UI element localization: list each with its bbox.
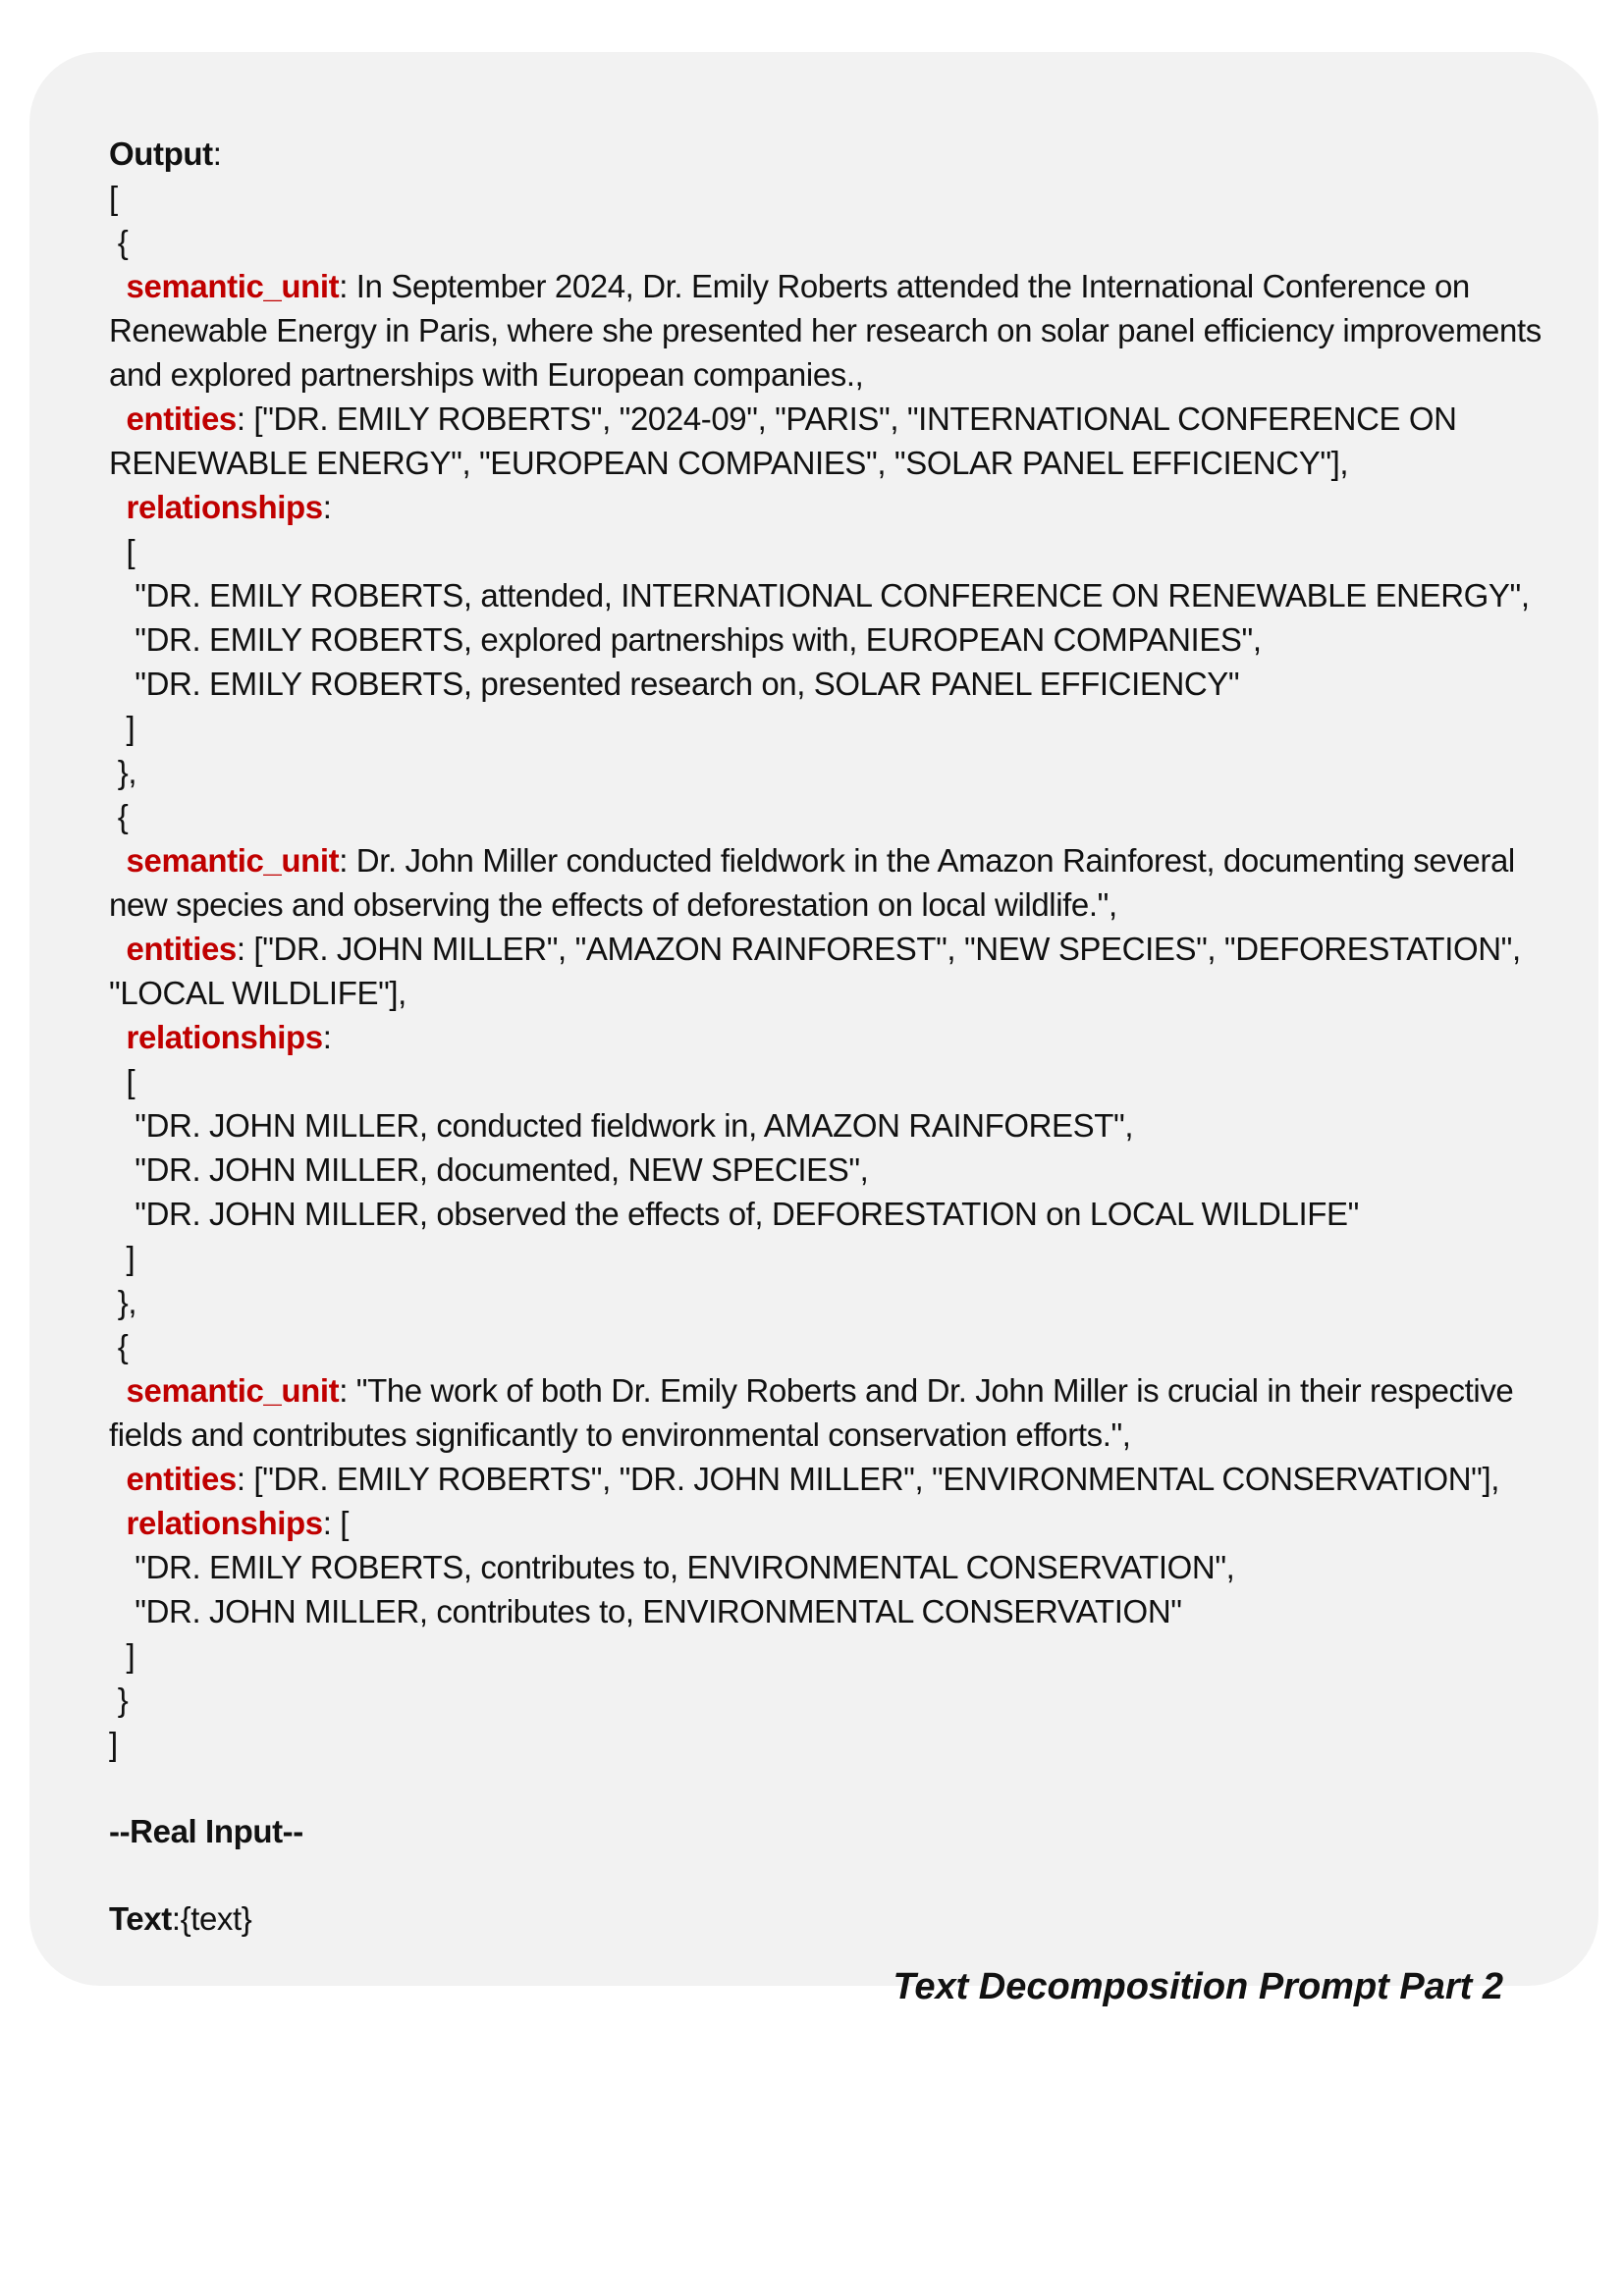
- relationship-item: "DR. EMILY ROBERTS, explored partnerships with, EUROPEAN COMPANIES",: [109, 621, 1262, 658]
- prompt-content: [109, 132, 1611, 1941]
- semantic-unit-text: : Dr. John Miller conducted fieldwork in the Amazon Rainforest, documenting several: [339, 842, 1515, 879]
- relationships-line: [109, 1501, 1611, 1545]
- semantic-unit-key: semantic_unit: [126, 842, 340, 879]
- relationships-key: relationships: [126, 1019, 323, 1055]
- relationship-item: "DR. JOHN MILLER, observed the effects of, DEFORESTATION on LOCAL WILDLIFE": [109, 1196, 1359, 1232]
- relationships-line: [109, 485, 1611, 529]
- entities-key: entities: [126, 400, 237, 437]
- object-open: {: [109, 1328, 129, 1364]
- entities-text: : ["DR. EMILY ROBERTS", "DR. JOHN MILLER", "ENVIRONMENTAL CONSERVATION"],: [236, 1461, 1500, 1497]
- object-close: }: [109, 1682, 129, 1718]
- relationships-suffix: : [: [322, 1505, 350, 1541]
- relationships-suffix: :: [322, 489, 332, 525]
- array-open: [: [109, 180, 118, 216]
- semantic-unit-line: and explored partnerships with European companies.,: [109, 356, 864, 393]
- list-close: ]: [109, 1637, 135, 1674]
- spacer: [109, 1766, 1611, 1809]
- object-close: },: [109, 1284, 137, 1320]
- text-line: [109, 1896, 1611, 1941]
- relationship-item: "DR. EMILY ROBERTS, attended, INTERNATIONAL CONFERENCE ON RENEWABLE ENERGY",: [109, 577, 1530, 614]
- relationships-key: relationships: [126, 1505, 323, 1541]
- entities-line: RENEWABLE ENERGY", "EUROPEAN COMPANIES", "SOLAR PANEL EFFICIENCY"],: [109, 445, 1349, 481]
- relationships-key: relationships: [126, 489, 323, 525]
- relationship-item: "DR. EMILY ROBERTS, presented research on, SOLAR PANEL EFFICIENCY": [109, 666, 1240, 702]
- list-open: [: [109, 1063, 135, 1099]
- object-close: },: [109, 754, 137, 790]
- semantic-unit-line: [109, 264, 1611, 308]
- semantic-unit-line: [109, 838, 1611, 882]
- entities-line: [109, 1457, 1611, 1501]
- list-open: [: [109, 533, 135, 569]
- relationship-item: "DR. JOHN MILLER, documented, NEW SPECIES",: [109, 1151, 869, 1188]
- semantic-unit-text: : In September 2024, Dr. Emily Roberts attended the International Conference on: [339, 268, 1470, 304]
- real-input-label: --Real Input--: [109, 1813, 303, 1849]
- entities-text: : ["DR. EMILY ROBERTS", "2024-09", "PARIS", "INTERNATIONAL CONFERENCE ON: [236, 400, 1457, 437]
- relationship-item: "DR. EMILY ROBERTS, contributes to, ENVIRONMENTAL CONSERVATION",: [109, 1549, 1235, 1585]
- entities-text: : ["DR. JOHN MILLER", "AMAZON RAINFOREST", "NEW SPECIES", "DEFORESTATION",: [236, 931, 1521, 967]
- relationships-suffix: :: [322, 1019, 332, 1055]
- entities-key: entities: [126, 1461, 237, 1497]
- object-open: {: [109, 224, 129, 260]
- semantic-unit-text: : "The work of both Dr. Emily Roberts and Dr. John Miller is crucial in their respective: [339, 1372, 1514, 1409]
- semantic-unit-line: Renewable Energy in Paris, where she presented her research on solar panel efficiency improvements: [109, 312, 1542, 348]
- semantic-unit-key: semantic_unit: [126, 1372, 340, 1409]
- relationship-item: "DR. JOHN MILLER, conducted fieldwork in, AMAZON RAINFOREST",: [109, 1107, 1134, 1144]
- semantic-unit-key: semantic_unit: [126, 268, 340, 304]
- relationships-line: [109, 1015, 1611, 1059]
- semantic-unit-line: [109, 1368, 1611, 1413]
- output-header: Output:: [109, 135, 222, 172]
- semantic-unit-line: new species and observing the effects of deforestation on local wildlife.",: [109, 886, 1117, 923]
- entities-line: "LOCAL WILDLIFE"],: [109, 975, 406, 1011]
- panel-caption: Text Decomposition Prompt Part 2: [893, 1966, 1503, 2007]
- spacer: [109, 1853, 1611, 1896]
- text-placeholder: :{text}: [171, 1900, 252, 1937]
- text-label: Text: [109, 1900, 172, 1937]
- list-close: ]: [109, 1240, 135, 1276]
- entities-line: [109, 927, 1611, 971]
- object-open: {: [109, 798, 129, 834]
- semantic-unit-line: fields and contributes significantly to environmental conservation efforts.",: [109, 1416, 1131, 1453]
- entities-line: [109, 397, 1611, 441]
- relationship-item: "DR. JOHN MILLER, contributes to, ENVIRONMENTAL CONSERVATION": [109, 1593, 1182, 1629]
- output-label: Output: [109, 135, 213, 172]
- prompt-panel: [29, 52, 1598, 2007]
- list-close: ]: [109, 710, 135, 746]
- array-close: ]: [109, 1726, 118, 1762]
- entities-key: entities: [126, 931, 237, 967]
